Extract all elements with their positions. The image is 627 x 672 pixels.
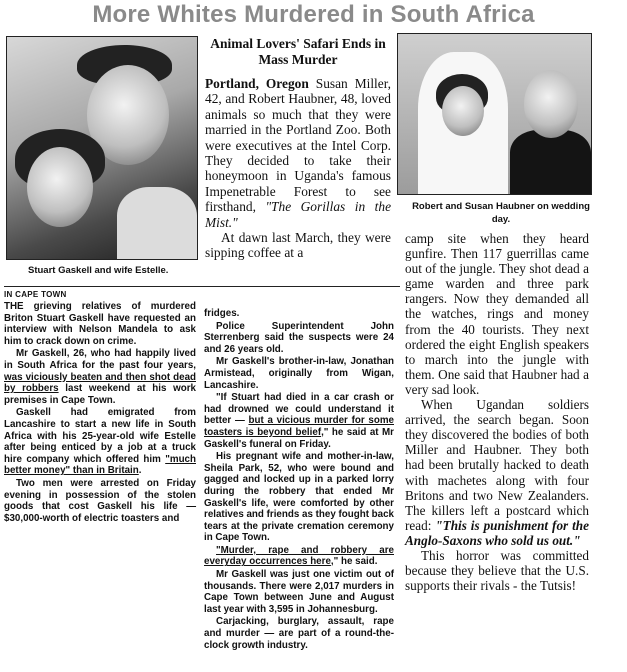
side-para-3-underline: "much better money" than in Britain (4, 453, 196, 477)
side-col2-para-4-text: "If Stuart had died in a car crash or had drowned we could understand it better — (204, 392, 394, 427)
main-para-1-quote: "The Gorillas in the Mist." (205, 199, 392, 230)
side-para-2-underline: was viciously beaten and then shot dead by robbers (4, 371, 196, 395)
side-col2-para-8: Carjacking, burglary, assault, rape and murder — are part of a round-the-clock growth industry. (204, 616, 394, 651)
suit-shape (510, 130, 591, 194)
side-para-4: Two men were arrested on Friday evening in possession of the stolen goods that cost Gaskell his life — $30,000-worth of electric toasters and (4, 477, 196, 524)
side-para-1: THE grieving relatives of murdered Briton Stuart Gaskell have requested an interview with Nelson Mandela to ask him to crack down on crime. (4, 301, 196, 347)
main-para-4-text: When Ugandan soldiers arrived, the search began. Soon they discovered the bodies of both Miller and Haubner. They both had been brutally hacked to death with machetes along with four Britons and two New Zealanders. The killers left a postcard which read: (405, 397, 589, 533)
section-tag: IN CAPE TOWN (4, 290, 67, 299)
divider-rule (4, 286, 400, 287)
main-para-2: At dawn last March, they were sipping coffee at a (205, 230, 391, 261)
side-para-3-end: . (138, 465, 142, 477)
side-para-3 (4, 407, 196, 477)
main-para-1-text: Susan Miller, 42, and Robert Haubner, 48, loved animals so much that they were married in the Portland Zoo. Both were executives at the Intel Corp. They decided to take their honeymoon in Uganda's famous Impenetrable Forest to see firsthand, (205, 76, 391, 215)
side-para-2 (4, 348, 196, 406)
side-col2-para-3: Mr Gaskell's brother-in-law, Jonathan Armistead, originally from Wigan, Lancashire. (204, 356, 394, 391)
main-para-1 (205, 76, 391, 230)
side-col2-para-4-end: ," he said at Mr Gaskell's funeral on Friday. (204, 426, 394, 450)
photo-gaskell (6, 36, 198, 260)
side-col2-para-2: Police Superintendent John Sterrenberg said the suspects were 24 and 26 years old. (204, 320, 394, 355)
story-deck: Animal Lovers' Safari Ends in Mass Murder (210, 36, 386, 67)
face-shape-bride (442, 86, 484, 136)
side-col2-para-4-underline: but a vicious murder for some toasters is beyond belief (204, 415, 394, 438)
side-col2-para-5: His pregnant wife and mother-in-law, Sheila Park, 52, who were bound and gagged and locked up in a parked lorry during the robbery that ended Mr Gaskell's life, were comforted by other relatives and friends as they fought back tears at the private cremation ceremony in Cape Town. (204, 451, 395, 544)
photo-caption-left: Stuart Gaskell and wife Estelle. (28, 265, 169, 276)
side-para-3-text: Gaskell had emigrated from Lancashire to start a new life in South Africa with his 25-year-old wife Estelle after being enticed by a job at a truck hire company which offered him (4, 407, 196, 465)
side-col2-para-6-end: ," he said. (330, 556, 378, 568)
main-para-3: camp site when they heard gunfire. Then 117 guerrillas came out of the jungle. They shot dead a game warden and three park rangers. Now they demanded all the watches, rings and money from the 40 tourists. They next ordered the eight English speakers to march into the jungle with them. One said that Haubner had a very sad look. (405, 231, 589, 397)
main-story-col1 (205, 76, 391, 261)
caption-text: Robert and Susan Haubner on wedding day. (412, 201, 590, 225)
photo-caption-right (412, 200, 590, 226)
headline: More Whites Murdered in South Africa (92, 1, 535, 28)
main-story-col2 (405, 231, 589, 593)
side-story-col2 (204, 308, 394, 652)
face-shape-woman (27, 147, 93, 227)
side-para-2-text: Mr Gaskell, 26, who had happily lived in South Africa for the past four years, (4, 348, 196, 371)
side-col2-para-6-underline: "Murder, rape and robbery are everyday occurrences here (204, 544, 394, 568)
photo-haubner (397, 33, 592, 195)
main-para-4-quote: "This is punishment for the Anglo-Saxons who sold us out." (405, 517, 589, 548)
dateline: Portland, Oregon (205, 76, 309, 91)
side-col2-para-7: Mr Gaskell was just one victim out of thousands. There were 2,017 murders in Cape Town between June and August last year with 3,595 in Johannesburg. (204, 569, 394, 615)
side-col2-para-1: fridges. (204, 308, 240, 319)
shirt-shape (117, 187, 197, 259)
side-para-2-end: last weekend at his work premises in Cape Town. (4, 383, 196, 406)
side-col2-para-6 (204, 545, 394, 568)
face-shape-groom (524, 70, 578, 138)
side-story-col1 (4, 301, 196, 525)
main-para-5: This horror was committed because they believe that the U.S. supports their rivals - the Tutsis! (405, 547, 589, 594)
main-para-4 (405, 397, 589, 548)
side-col2-para-4 (204, 392, 394, 450)
